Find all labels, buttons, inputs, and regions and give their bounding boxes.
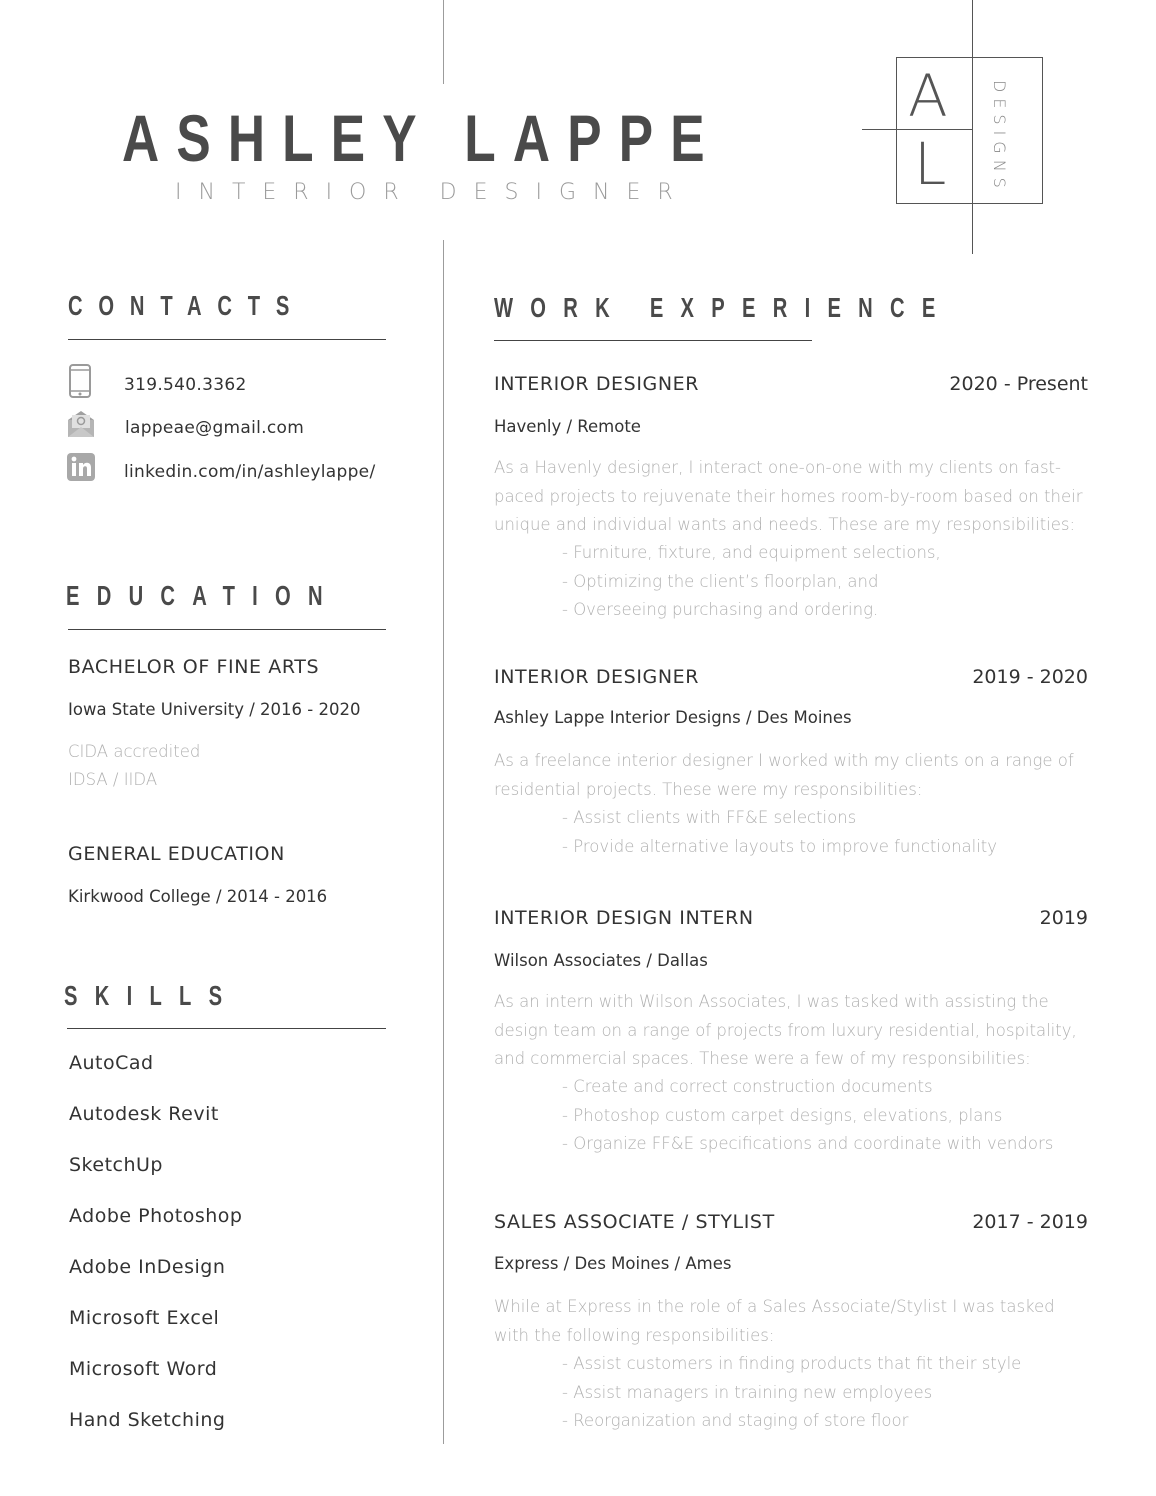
job-bullets-3 — [562, 1073, 1053, 1159]
logo-letter-a: A — [908, 62, 948, 130]
job-bullets-2 — [562, 804, 997, 861]
work-rule — [494, 340, 812, 341]
education-school-1: Iowa State University / 2016 - 2020 — [68, 700, 361, 719]
job-dates-4: 2017 - 2019 — [972, 1211, 1088, 1233]
job-bullet: - Provide alternative layouts to improve functionality — [562, 836, 998, 856]
divider-top — [443, 0, 444, 84]
job-company-3: Wilson Associates / Dallas — [494, 951, 708, 970]
job-company-2: Ashley Lappe Interior Designs / Des Moines — [494, 708, 852, 727]
logo-designs-text: DESIGNS — [990, 80, 1009, 194]
job-bullet: - Reorganization and staging of store floor — [562, 1411, 909, 1430]
skill-item: Adobe InDesign — [69, 1256, 226, 1278]
education-degree-2: GENERAL EDUCATION — [68, 843, 285, 865]
job-bullet: - Organize FF&E specifications and coordinate with vendors — [562, 1134, 1054, 1153]
education-degree-1: BACHELOR OF FINE ARTS — [68, 656, 320, 678]
job-title-1: INTERIOR DESIGNER — [494, 373, 700, 395]
education-heading: EDUCATION — [66, 580, 340, 611]
job-company-4: Express / Des Moines / Ames — [494, 1254, 732, 1273]
job-dates-1: 2020 - Present — [949, 373, 1088, 395]
job-bullet: - Optimizing the client’s floorplan, and — [562, 571, 879, 591]
skill-item: Autodesk Revit — [69, 1103, 219, 1125]
contacts-heading: CONTACTS — [68, 290, 306, 321]
skill-item: AutoCad — [69, 1052, 154, 1074]
education-school-2: Kirkwood College / 2014 - 2016 — [68, 887, 328, 906]
job-bullet: - Assist clients with FF&E selections — [562, 808, 857, 827]
education-rule — [68, 629, 386, 630]
skills-heading: SKILLS — [64, 980, 240, 1011]
skill-item: SketchUp — [69, 1154, 163, 1176]
linkedin-icon — [67, 453, 95, 481]
job-bullet: - Assist customers in finding products that fit their style — [562, 1354, 1022, 1373]
job-bullet: - Photoshop custom carpet designs, elevations, plans — [562, 1105, 1003, 1125]
job-description-2: As a freelance interior designer I worked with my clients on a range of residential projects. These were my responsibilities: — [494, 751, 1074, 799]
contact-linkedin[interactable]: linkedin.com/in/ashleylappe/ — [124, 462, 376, 482]
job-title-4: SALES ASSOCIATE / STYLIST — [494, 1211, 775, 1233]
al-designs-logo — [862, 0, 1062, 256]
skill-item: Adobe Photoshop — [69, 1205, 243, 1227]
contact-email[interactable]: lappeae@gmail.com — [125, 418, 305, 438]
job-dates-2: 2019 - 2020 — [972, 666, 1088, 688]
job-description-1: As a Havenly designer, I interact one-on-one with my clients on fast-paced projects to rejuvenate their homes room-by-room based on their unique and individual wants and needs. These are my responsibilities: — [494, 458, 1083, 534]
job-description-3: As an intern with Wilson Associates, I was tasked with assisting the design team on a range of projects from luxury residential, hospitality, and commercial spaces. These were a few of my responsibilities: — [494, 992, 1077, 1068]
skill-item: Microsoft Excel — [69, 1307, 220, 1329]
phone-icon — [68, 364, 92, 398]
job-title-3: INTERIOR DESIGN INTERN — [494, 907, 754, 929]
work-heading: WORK EXPERIENCE — [494, 292, 953, 323]
logo-letter-l: L — [914, 130, 947, 198]
job-dates-3: 2019 — [1039, 907, 1088, 929]
job-title-2: INTERIOR DESIGNER — [494, 666, 700, 688]
skills-rule — [67, 1028, 386, 1029]
contact-phone[interactable]: 319.540.3362 — [124, 375, 247, 395]
job-bullet: - Assist managers in training new employees — [562, 1382, 933, 1402]
job-bullet: - Overseeing purchasing and ordering. — [562, 600, 879, 619]
skill-item: Hand Sketching — [69, 1409, 226, 1431]
job-bullets-1 — [562, 539, 941, 625]
logo-vertical-line — [972, 0, 973, 254]
job-bullets-4 — [562, 1350, 1021, 1436]
contacts-rule — [68, 339, 386, 340]
education-note-1: CIDA accredited — [68, 742, 201, 761]
skill-item: Microsoft Word — [69, 1358, 218, 1380]
resume-title: INTERIOR DESIGNER — [175, 180, 690, 205]
mail-icon — [67, 410, 95, 438]
divider-main — [443, 240, 444, 1444]
education-note-2: IDSA / IIDA — [68, 770, 158, 789]
job-bullet: - Furniture, fixture, and equipment selections, — [562, 543, 941, 562]
job-company-1: Havenly / Remote — [494, 417, 641, 436]
job-description-4: While at Express in the role of a Sales Associate/Stylist I was tasked with the following responsibilities: — [494, 1297, 1055, 1345]
resume-name: ASHLEY LAPPE — [122, 101, 722, 175]
job-bullet: - Create and correct construction documents — [562, 1077, 933, 1096]
